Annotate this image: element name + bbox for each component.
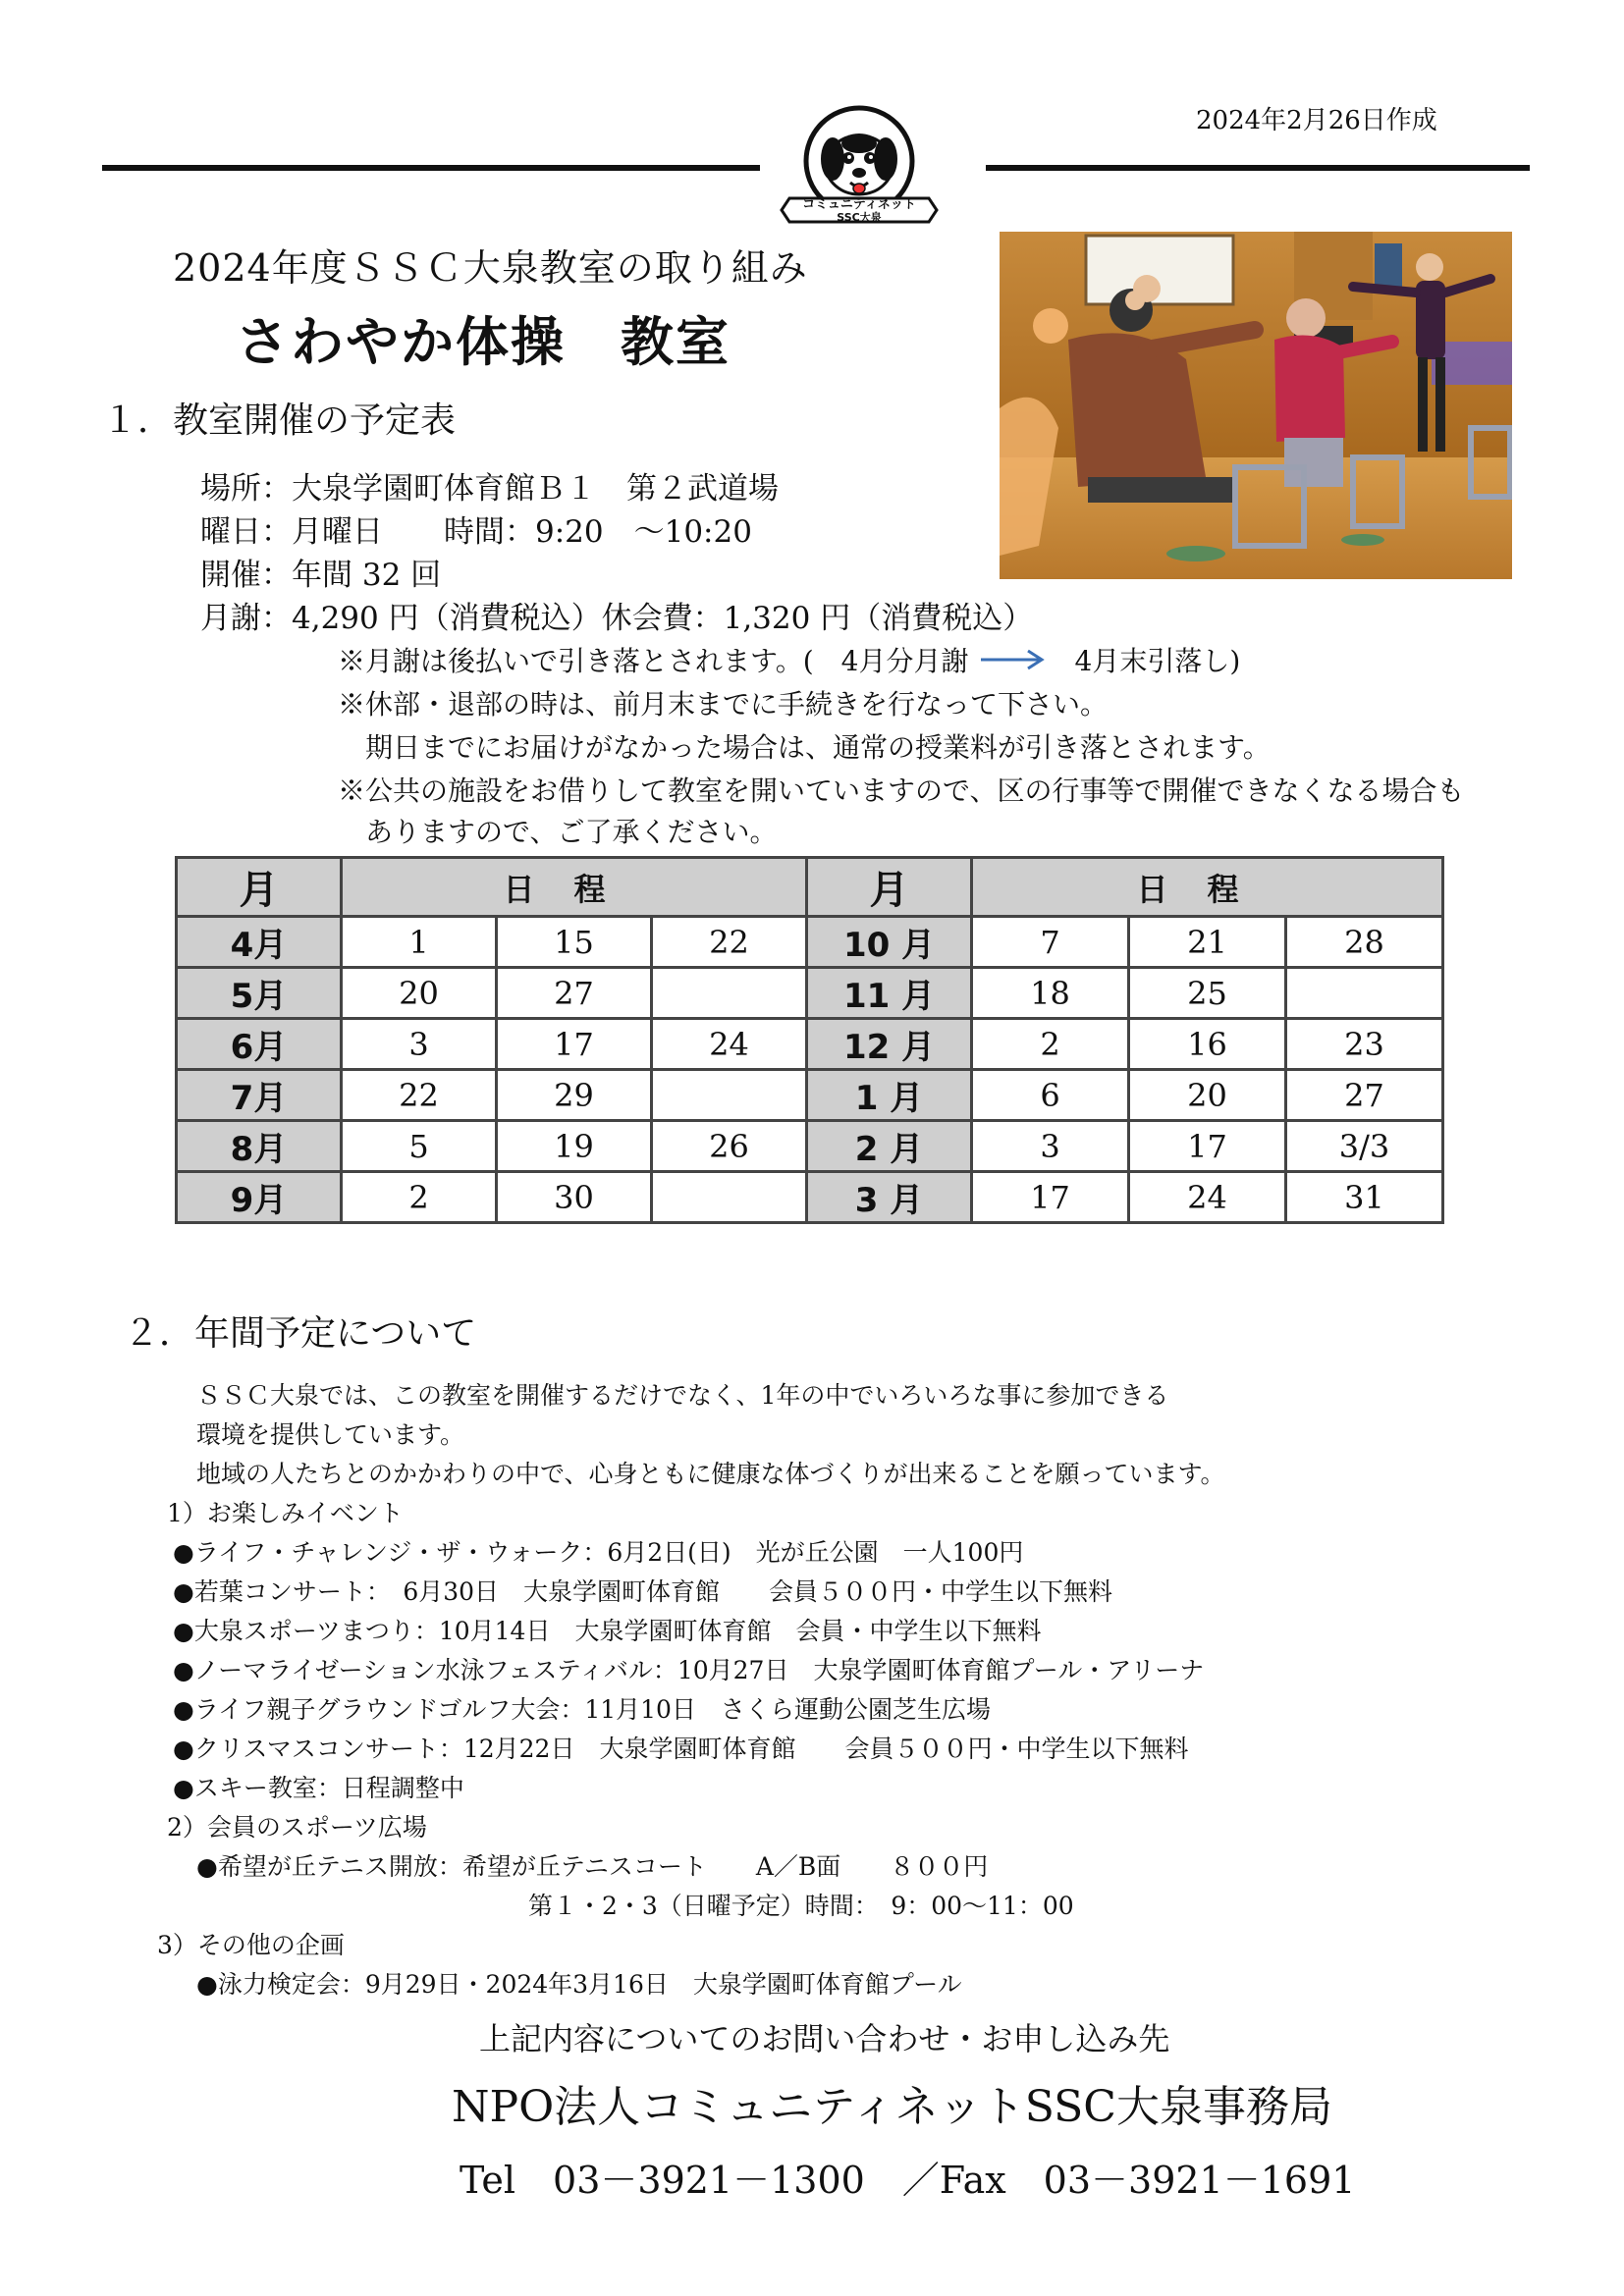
date-cell <box>652 968 807 1019</box>
intro-line-3: 地域の人たちとのかかわりの中で、心身ともに健康な体づくりが出来ることを願っています。 <box>196 1460 1225 1488</box>
date-cell <box>652 1070 807 1121</box>
logo-text-top: コミュニティネット <box>802 197 916 212</box>
date-cell: 6 <box>972 1070 1129 1121</box>
date-cell: 3 <box>342 1019 497 1070</box>
class-photo <box>1000 232 1512 579</box>
date-cell: 30 <box>497 1172 652 1223</box>
date-cell: 17 <box>497 1019 652 1070</box>
table-header-row <box>177 858 1443 917</box>
sub-heading-other: 3）その他の企画 <box>157 1931 345 1959</box>
date-cell: 17 <box>1129 1121 1286 1172</box>
month-cell: 9月 <box>177 1172 342 1223</box>
sub-heading-events: 1）お楽しみイベント <box>167 1499 404 1527</box>
date-cell: 16 <box>1129 1019 1286 1070</box>
event-walk: ●ライフ・チャレンジ・ザ・ウォーク：6月2日(日) 光が丘公園 一人100円 <box>173 1538 1024 1567</box>
intro-line-1: ＳＳＣ大泉では、この教室を開催するだけでなく、1年の中でいろいろな事に参加できる <box>196 1381 1169 1410</box>
section2-heading: ２．年間予定について <box>124 1313 477 1354</box>
date-cell: 26 <box>652 1121 807 1172</box>
info-sessions: 開催：年間 32 回 <box>200 558 442 593</box>
logo-text-bottom: SSC大泉 <box>837 211 882 224</box>
arrow-right-icon <box>979 648 1048 671</box>
date-cell <box>1286 968 1443 1019</box>
page-subtitle: 2024年度ＳＳＣ大泉教室の取り組み <box>173 246 808 290</box>
month-cell: 3 月 <box>807 1172 972 1223</box>
date-cell: 29 <box>497 1070 652 1121</box>
header-rule-left <box>102 165 760 171</box>
tennis-time: 第１・2・3（日曜予定）時間： 9：00～11：00 <box>528 1892 1074 1920</box>
date-cell <box>652 1172 807 1223</box>
note-deadline: 期日までにお届けがなかった場合は、通常の授業料が引き落とされます。 <box>338 731 1271 764</box>
date-cell: 19 <box>497 1121 652 1172</box>
date-cell: 20 <box>342 968 497 1019</box>
date-cell: 31 <box>1286 1172 1443 1223</box>
month-header: 月 <box>177 858 342 917</box>
date-cell: 2 <box>972 1019 1129 1070</box>
dates-header: 日程 <box>972 858 1443 917</box>
month-cell: 6月 <box>177 1019 342 1070</box>
event-swim-festival: ●ノーマライゼーション水泳フェスティバル：10月27日 大泉学園町体育館プール・アリーナ <box>173 1656 1205 1684</box>
created-date: 2024年2月26日作成 <box>1196 106 1437 135</box>
table-row <box>177 1121 1443 1172</box>
table-row <box>177 968 1443 1019</box>
date-cell: 24 <box>652 1019 807 1070</box>
month-cell: 12 月 <box>807 1019 972 1070</box>
month-cell: 2 月 <box>807 1121 972 1172</box>
page-title: さわやか体操 教室 <box>236 311 731 373</box>
date-cell: 21 <box>1129 917 1286 968</box>
date-cell: 3/3 <box>1286 1121 1443 1172</box>
intro-line-2: 環境を提供しています。 <box>196 1420 465 1449</box>
note-payment <box>338 640 1240 679</box>
month-cell: 7月 <box>177 1070 342 1121</box>
note-payment-prefix: ※月謝は後払いで引き落とされます。( 4月分月謝 <box>338 645 969 677</box>
schedule-table <box>175 856 1444 1224</box>
event-christmas-concert: ●クリスマスコンサート：12月22日 大泉学園町体育館 会員５００円・中学生以下無料 <box>173 1735 1189 1763</box>
month-cell: 8月 <box>177 1121 342 1172</box>
date-cell: 22 <box>342 1070 497 1121</box>
table-row <box>177 1172 1443 1223</box>
dates-header: 日程 <box>342 858 807 917</box>
date-cell: 17 <box>972 1172 1129 1223</box>
date-cell: 20 <box>1129 1070 1286 1121</box>
contact-phone-fax: Tel 03－3921－1300 ／Fax 03－3921－1691 <box>460 2159 1356 2202</box>
ssc-logo <box>772 104 947 232</box>
table-row <box>177 917 1443 968</box>
event-ground-golf: ●ライフ親子グラウンドゴルフ大会：11月10日 さくら運動公園芝生広場 <box>173 1695 991 1724</box>
date-cell: 24 <box>1129 1172 1286 1223</box>
date-cell: 1 <box>342 917 497 968</box>
event-sports-festival: ●大泉スポーツまつり：10月14日 大泉学園町体育館 会員・中学生以下無料 <box>173 1617 1042 1645</box>
contact-organization: NPO法人コミュニティネットSSC大泉事務局 <box>452 2082 1332 2132</box>
info-location: 場所：大泉学園町体育館Ｂ１ 第２武道場 <box>200 471 779 507</box>
month-cell: 10 月 <box>807 917 972 968</box>
header-rule-right <box>986 165 1530 171</box>
note-facility-cont: ありますので、ご了承ください。 <box>338 816 778 848</box>
month-cell: 5月 <box>177 968 342 1019</box>
date-cell: 18 <box>972 968 1129 1019</box>
date-cell: 3 <box>972 1121 1129 1172</box>
info-fee: 月謝：4,290 円（消費税込）休会費：1,320 円（消費税込） <box>200 601 1034 636</box>
swim-test: ●泳力検定会：9月29日・2024年3月16日 大泉学園町体育館プール <box>196 1970 962 1999</box>
month-cell: 11 月 <box>807 968 972 1019</box>
month-cell: 1 月 <box>807 1070 972 1121</box>
date-cell: 28 <box>1286 917 1443 968</box>
info-schedule-time: 曜日：月曜日 時間：9:20 ～10:20 <box>200 514 752 550</box>
tennis-open: ●希望が丘テニス開放：希望が丘テニスコート A／B面 ８００円 <box>196 1852 989 1881</box>
event-ski: ●スキー教室：日程調整中 <box>173 1774 464 1802</box>
event-wakaba-concert: ●若葉コンサート： 6月30日 大泉学園町体育館 会員５００円・中学生以下無料 <box>173 1577 1113 1606</box>
table-row <box>177 1019 1443 1070</box>
note-leave: ※休部・退部の時は、前月末までに手続きを行なって下さい。 <box>338 688 1109 721</box>
note-payment-suffix: 4月末引落し) <box>1074 645 1241 677</box>
section1-heading: １．教室開催の予定表 <box>102 400 457 441</box>
date-cell: 22 <box>652 917 807 968</box>
month-cell: 4月 <box>177 917 342 968</box>
month-header: 月 <box>807 858 972 917</box>
date-cell: 27 <box>1286 1070 1443 1121</box>
date-cell: 5 <box>342 1121 497 1172</box>
date-cell: 15 <box>497 917 652 968</box>
date-cell: 27 <box>497 968 652 1019</box>
sub-heading-sports: 2）会員のスポーツ広場 <box>167 1813 427 1842</box>
date-cell: 7 <box>972 917 1129 968</box>
date-cell: 25 <box>1129 968 1286 1019</box>
contact-heading: 上記内容についてのお問い合わせ・お申し込み先 <box>479 2020 1170 2057</box>
note-facility: ※公共の施設をお借りして教室を開いていますので、区の行事等で開催できなくなる場合も <box>338 774 1465 807</box>
table-row <box>177 1070 1443 1121</box>
date-cell: 2 <box>342 1172 497 1223</box>
date-cell: 23 <box>1286 1019 1443 1070</box>
